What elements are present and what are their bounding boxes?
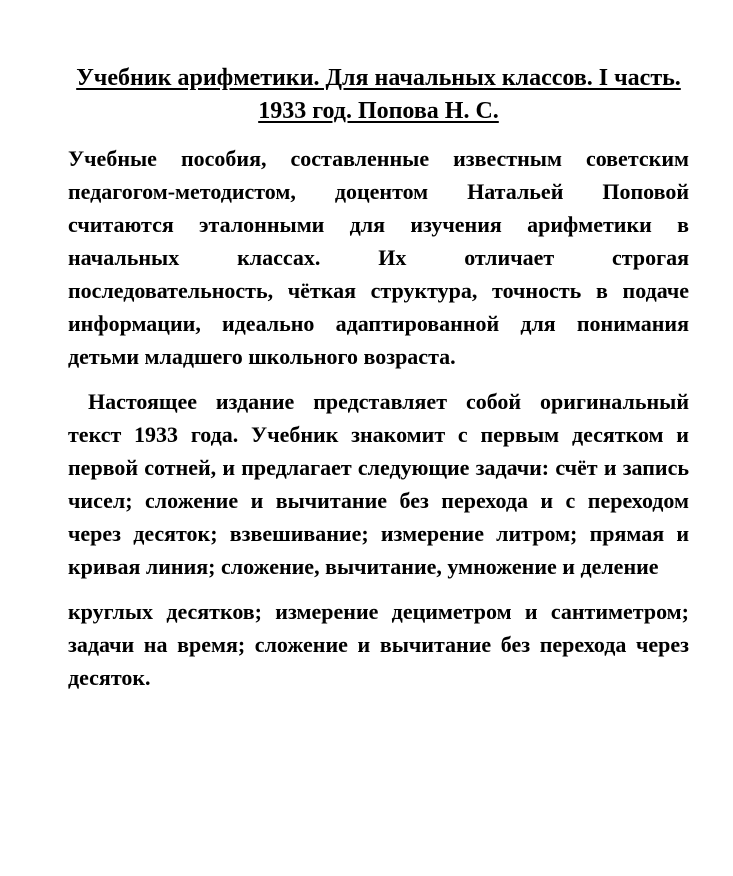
paragraph-edition: Настоящее издание представляет собой оригинальный текст 1933 года. Учебник знакомит с первым десятком и первой сотней, и предлагает следующие задачи: счёт и запись чисел; сложение и вычитание без перехода и с переходом через десяток; взвешивание; измерение литром; прямая и кривая линия; сложение, вычитание, умножение и деление — [68, 389, 689, 579]
paragraph-intro: Учебные пособия, составленные известным советским педагогом-методистом, доцентом Натальей Поповой считаются эталонными для изучения арифметики в начальных классах. Их отличает строгая последовательность, чёткая структура, точность в подаче информации, идеально адаптированной для понимания детьми младшего школьного возраста. — [68, 146, 689, 369]
paragraph-topics-continued: круглых десятков; измерение дециметром и сантиметром; задачи на время; сложение и вычитание без перехода через десяток. — [68, 599, 689, 690]
document-title: Учебник арифметики. Для начальных классов. I часть. 1933 год. Попова Н. С. — [76, 65, 681, 124]
document-page — [68, 62, 689, 694]
